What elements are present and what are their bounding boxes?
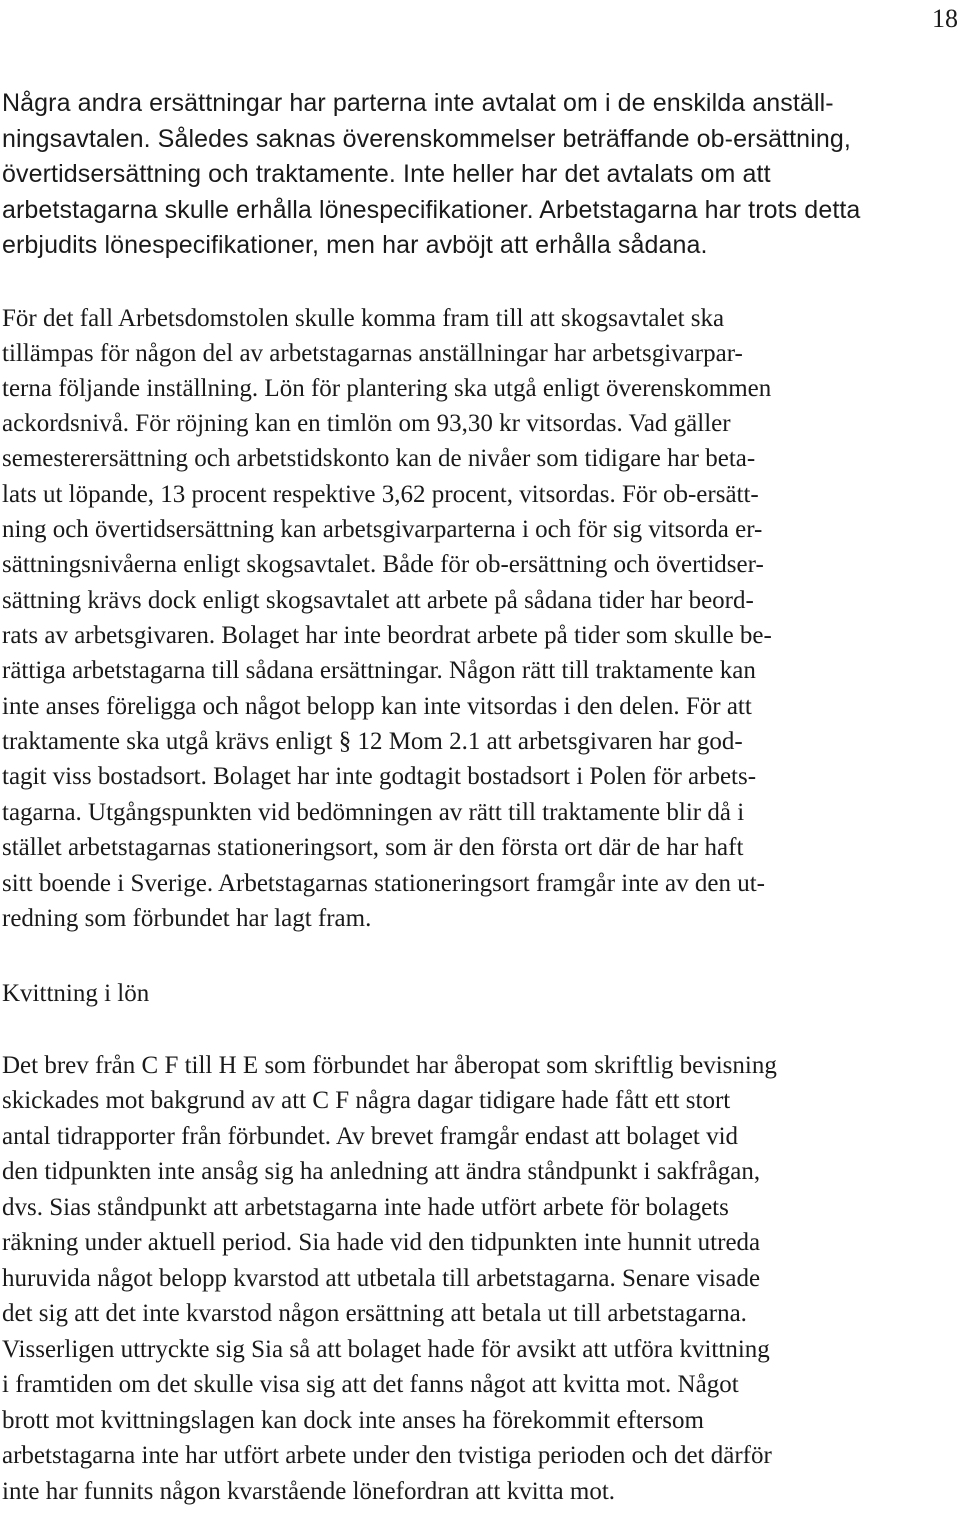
text-line: skickades mot bakgrund av att C F några dagar tidigare hade fått ett stort xyxy=(2,1087,731,1114)
text-line: dvs. Sias ståndpunkt att arbetstagarna inte hade utfört arbete för bolagets xyxy=(2,1194,729,1221)
text-line: ackordsnivå. För röjning kan en timlön om 93,30 kr vitsordas. Vad gäller xyxy=(2,410,731,437)
text-line: övertidsersättning och traktamente. Inte heller har det avtalats om att xyxy=(2,160,771,188)
text-line: lats ut löpande, 13 procent respektive 3,62 procent, vitsordas. För ob-ersätt- xyxy=(2,481,759,508)
text-line: den tidpunkten inte ansåg sig ha anledning att ändra ståndpunkt i sakfrågan, xyxy=(2,1158,761,1185)
text-line: tagit viss bostadsort. Bolaget har inte godtagit bostadsort i Polen för arbets- xyxy=(2,763,757,790)
text-line: tillämpas för någon del av arbetstagarnas anställningar har arbetsgivarpar- xyxy=(2,340,743,367)
text-line: Visserligen uttryckte sig Sia så att bolaget hade för avsikt att utföra kvittning xyxy=(2,1336,770,1363)
text-line: stället arbetstagarnas stationeringsort, som är den första ort där de har haft xyxy=(2,834,744,861)
heading-text: Kvittning i lön xyxy=(2,980,150,1007)
text-line: Det brev från C F till H E som förbundet har åberopat som skriftlig bevisning xyxy=(2,1052,777,1079)
text-line: ningsavtalen. Således saknas överenskommelser beträffande ob-ersättning, xyxy=(2,125,851,153)
text-line: arbetstagarna inte har utfört arbete under den tvistiga perioden och det därför xyxy=(2,1442,772,1469)
text-line: brott mot kvittningslagen kan dock inte anses ha förekommit eftersom xyxy=(2,1407,704,1434)
text-line: i framtiden om det skulle visa sig att det fanns något att kvitta mot. Något xyxy=(2,1371,739,1398)
text-line: inte anses föreligga och något belopp kan inte vitsordas i den delen. För att xyxy=(2,693,752,720)
text-line: ning och övertidsersättning kan arbetsgivarparterna i och för sig vitsorda er- xyxy=(2,516,763,543)
text-line: Några andra ersättningar har parterna inte avtalat om i de enskilda anställ- xyxy=(2,89,834,117)
text-line: redning som förbundet har lagt fram. xyxy=(2,905,372,932)
text-line: terna följande inställning. Lön för plantering ska utgå enligt överenskommen xyxy=(2,375,772,402)
text-line: inte har funnits någon kvarstående lönefordran att kvitta mot. xyxy=(2,1478,616,1505)
text-line: erbjudits lönespecifikationer, men har avböjt att erhålla sådana. xyxy=(2,231,708,259)
text-line: huruvida något belopp kvarstod att utbetala till arbetstagarna. Senare visade xyxy=(2,1265,761,1292)
text-line: semesterersättning och arbetstidskonto kan de nivåer som tidigare har beta- xyxy=(2,445,756,472)
text-line: tagarna. Utgångspunkten vid bedömningen av rätt till traktamente blir då i xyxy=(2,799,745,826)
text-line: antal tidrapporter från förbundet. Av brevet framgår endast att bolaget vid xyxy=(2,1123,739,1150)
text-line: sättningsnivåerna enligt skogsavtalet. Både för ob-ersättning och övertidser- xyxy=(2,551,764,578)
page-number: 18 xyxy=(932,4,958,33)
text-line: det sig att det inte kvarstod någon ersättning att betala ut till arbetstagarna. xyxy=(2,1300,747,1327)
text-line: sättning krävs dock enligt skogsavtalet att arbete på sådana tider har beord- xyxy=(2,587,754,614)
text-line: arbetstagarna skulle erhålla lönespecifikationer. Arbetstagarna har trots detta xyxy=(2,196,861,224)
text-line: sitt boende i Sverige. Arbetstagarnas stationeringsort framgår inte av den ut- xyxy=(2,870,765,897)
text-line: räkning under aktuell period. Sia hade vid den tidpunkten inte hunnit utreda xyxy=(2,1229,761,1256)
text-line: rats av arbetsgivaren. Bolaget har inte beordrat arbete på tider som skulle be- xyxy=(2,622,772,649)
text-line: rättiga arbetstagarna till sådana ersättningar. Någon rätt till traktamente kan xyxy=(2,657,756,684)
text-line: traktamente ska utgå krävs enligt § 12 Mom 2.1 att arbetsgivaren har god- xyxy=(2,728,743,755)
text-line: För det fall Arbetsdomstolen skulle komma fram till att skogsavtalet ska xyxy=(2,305,725,332)
